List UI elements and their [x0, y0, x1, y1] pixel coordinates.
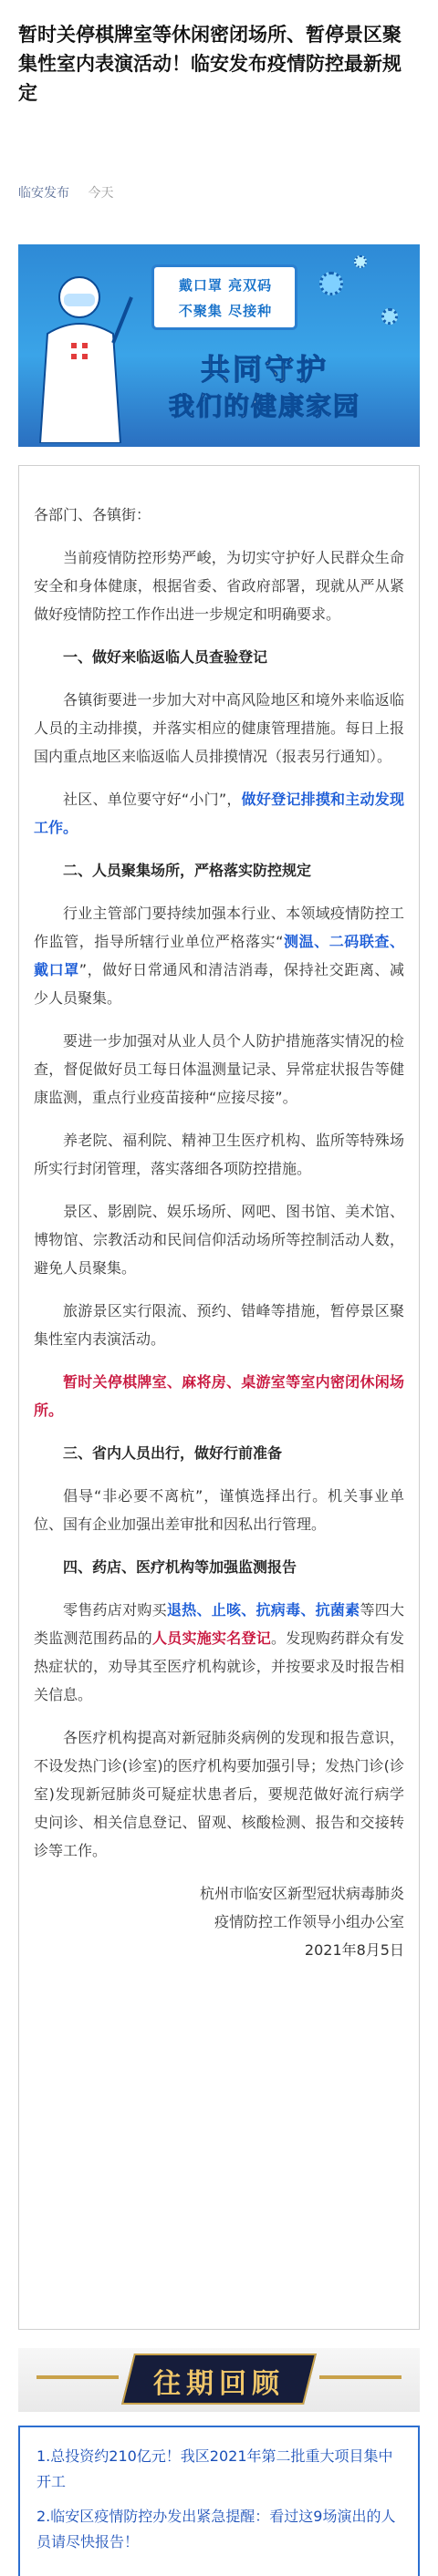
intro-paragraph: 当前疫情防控形势严峻，为切实守护好人民群众生命安全和身体健康，根据省委、省政府部署，现就从严从紧做好疫情防控工作作出进一步规定和明确要求。	[34, 549, 404, 623]
highlight-red: 人员实施实名登记	[152, 1629, 271, 1647]
campaign-banner	[18, 244, 420, 447]
section-2-paragraph-1	[34, 899, 404, 1012]
section-4-text: 等四大类监测范围药品的	[34, 1601, 404, 1647]
section-3-paragraph-1: 倡导“非必要不离杭”，谨慎选择出行。机关事业单位、国有企业加强出差审批和因私出行管理。	[34, 1487, 404, 1533]
virus-icon	[319, 272, 343, 295]
banner-wing-left	[36, 2375, 119, 2379]
virus-icon	[354, 255, 367, 268]
section-2-heading: 二、人员聚集场所，严格落实防控规定	[63, 862, 312, 879]
virus-icon	[381, 308, 398, 325]
section-2-paragraph-4: 景区、影剧院、娱乐场所、网吧、图书馆、美术馆、博物馆、宗教活动和民间信仰活动场所等控制活动人数，避免人员聚集。	[34, 1203, 404, 1277]
signature-date: 2021年8月5日	[304, 1941, 404, 1959]
past-review-link-1[interactable]: 1.总投资约210亿元！我区2021年第二批重大项目集中开工	[36, 2447, 393, 2490]
signature-org-line-1: 杭州市临安区新型冠状病毒肺炎	[199, 1885, 404, 1902]
section-2-text: ”，做好日常通风和清洁消毒，保持社交距离、减少人员聚集。	[34, 961, 404, 1007]
banner-headline-2: 我们的健康家园	[168, 391, 360, 421]
section-1-paragraph-1: 各镇街要进一步加大对中高风险地区和境外来临返临人员的主动排摸，并落实相应的健康管理措施。每日上报国内重点地区来临返临人员排摸情况（报表另行通知）。	[34, 691, 404, 765]
highlight-blue: 做好登记排摸和主动发现工作。	[34, 791, 404, 836]
section-3-heading: 三、省内人员出行，做好行前准备	[63, 1444, 283, 1462]
signature-org-line-2: 疫情防控工作领导小组办公室	[214, 1913, 404, 1930]
slogan-line-2: 不聚集 尽接种	[178, 303, 273, 319]
slogan-line-1: 戴口罩 亮双码	[178, 277, 273, 294]
section-2-text: 行业主管部门要持续加强本行业、本领域疫情防控工作监管，指导所辖行业单位严格落实“	[34, 905, 404, 950]
slogan-box	[151, 264, 297, 330]
author-link[interactable]: 临安发布	[18, 186, 69, 201]
section-2-paragraph-6	[34, 1368, 404, 1424]
banner-headline-1: 共同守护	[200, 352, 328, 387]
greeting: 各部门、各镇街：	[34, 506, 151, 523]
section-1-heading: 一、做好来临返临人员查验登记	[63, 648, 268, 666]
section-4-text: 零售药店对购买	[63, 1601, 167, 1619]
section-4-paragraph-1	[34, 1596, 404, 1709]
article-meta	[18, 183, 113, 202]
section-4-text: 。发现购药群众有发热症状的，劝导其至医疗机构就诊，并按要求及时报告相关信息。	[34, 1629, 404, 1703]
banner-wing-right	[319, 2375, 402, 2379]
article-title: 暂时关停棋牌室等休闲密闭场所、暂停景区聚集性室内表演活动！临安发布疫情防控最新规定	[18, 24, 402, 104]
highlight-red: 暂时关停棋牌室、麻将房、桌游室等室内密闭休闲场所。	[34, 1373, 404, 1419]
past-review-link-2[interactable]: 2.临安区疫情防控办发出紧急提醒：看过这9场演出的人员请尽快报告！	[36, 2508, 396, 2550]
past-review-title: 往期回顾	[153, 2368, 285, 2400]
past-review-list	[18, 2426, 420, 2576]
highlight-blue: 退热、止咳、抗病毒、抗菌素	[166, 1601, 360, 1619]
notice-body	[34, 501, 404, 1964]
section-4-paragraph-2: 各医疗机构提高对新冠肺炎病例的发现和报告意识，不设发热门诊(诊室)的医疗机构要加强引导；发热门诊(诊室)发现新冠肺炎可疑症状患者后，要规范做好流行病学史问诊、相关信息登记、留观、核酸检测、报告和交接转诊等工作。	[34, 1729, 404, 1859]
section-1-paragraph-2	[34, 785, 404, 842]
notice-card	[18, 465, 420, 2330]
publish-date: 今天	[88, 186, 114, 201]
section-2-paragraph-2: 要进一步加强对从业人员个人防护措施落实情况的检查，督促做好员工每日体温测量记录、异常症状报告等健康监测，重点行业疫苗接种“应接尽接”。	[34, 1032, 404, 1106]
section-2-paragraph-3: 养老院、福利院、精神卫生医疗机构、监所等特殊场所实行封闭管理，落实落细各项防控措施。	[34, 1132, 404, 1177]
section-1-text: 社区、单位要守好“小门”，	[63, 791, 242, 808]
past-review-banner	[18, 2348, 420, 2412]
highlight-blue: 测温、二码联查、戴口罩	[34, 933, 404, 978]
section-4-heading: 四、药店、医疗机构等加强监测报告	[63, 1558, 297, 1576]
section-2-paragraph-5: 旅游景区实行限流、预约、错峰等措施，暂停景区聚集性室内表演活动。	[34, 1302, 404, 1348]
